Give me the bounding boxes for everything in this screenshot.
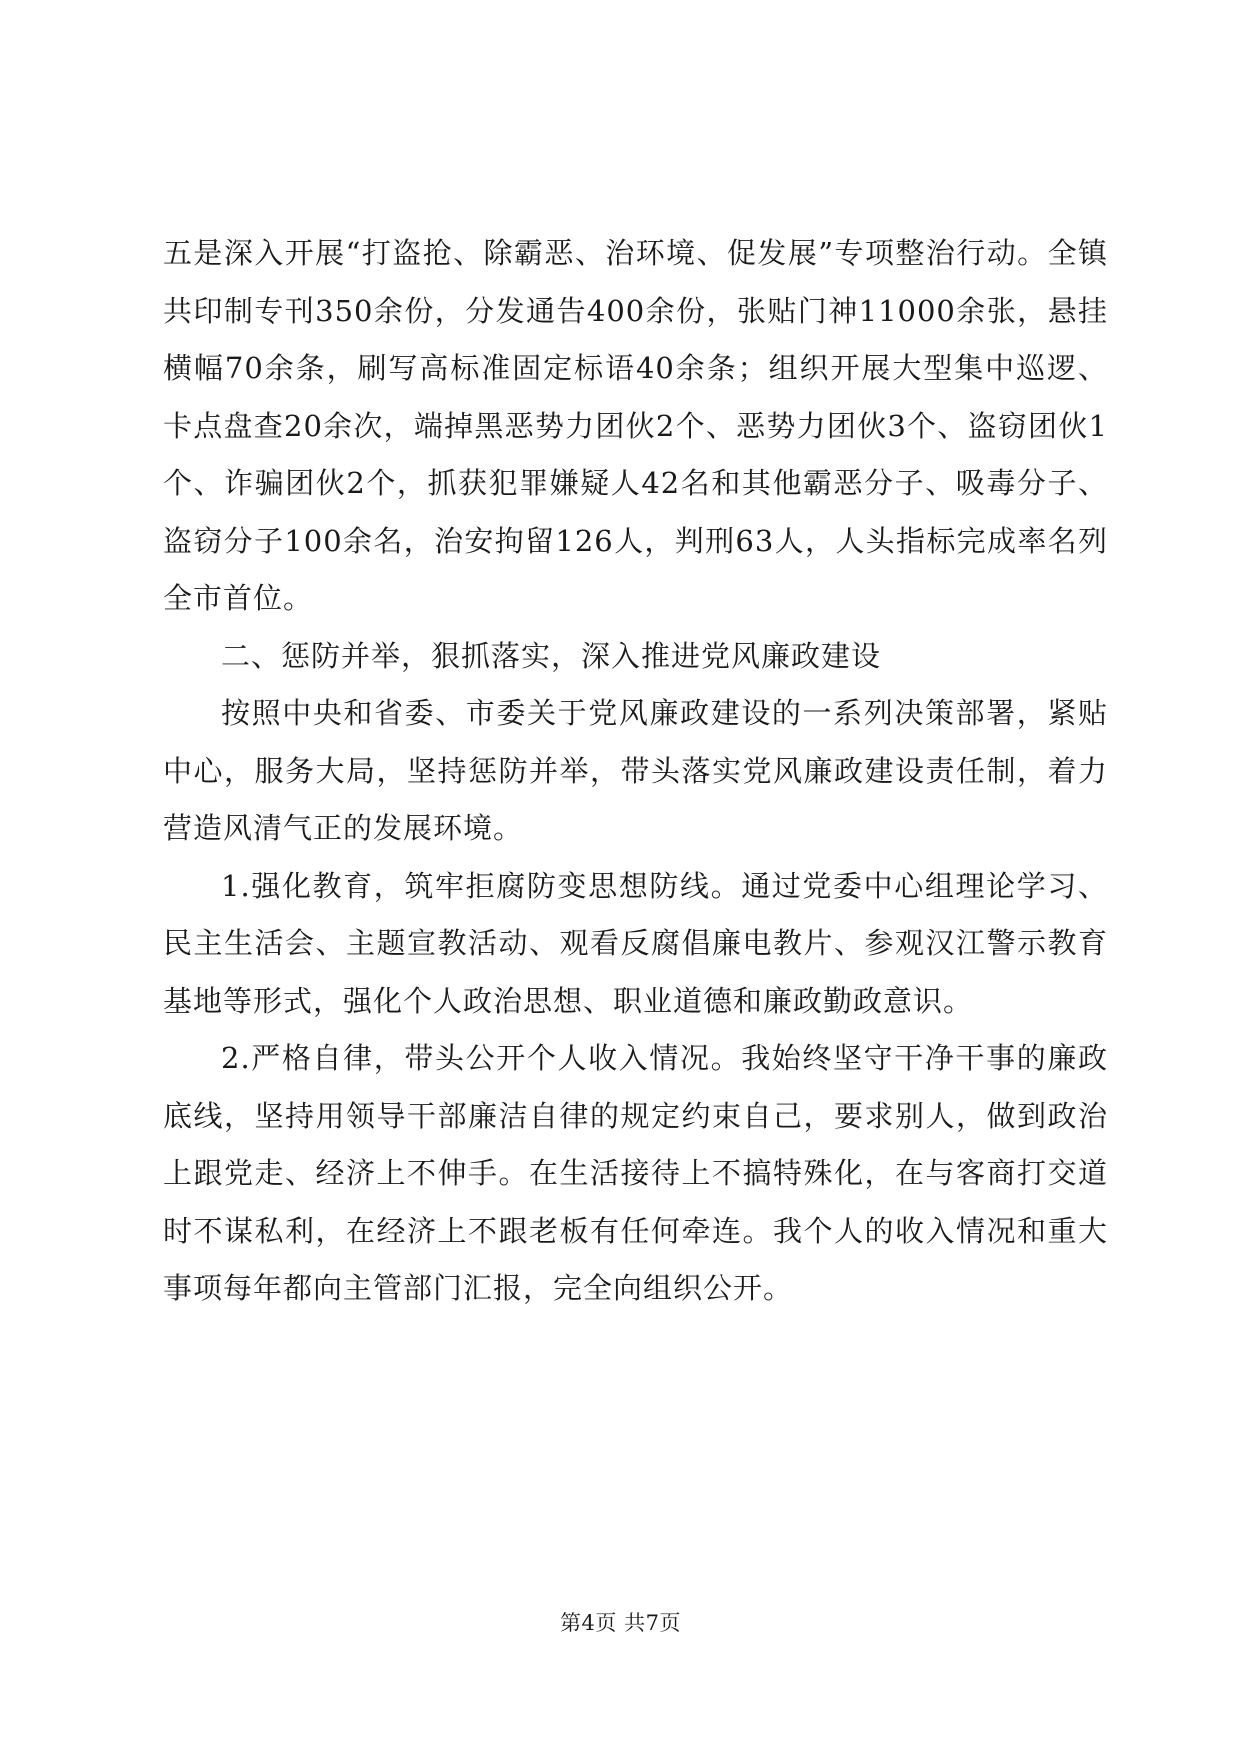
paragraph-self-discipline: 2.严格自律，带头公开个人收入情况。我始终坚守干净干事的廉政底线，坚持用领导干部廉洁自律的规定约束自己，要求别人，做到政治上跟党走、经济上不伸手。在生活接待上不搞特殊化，在与客商打交道时不谋私利，在经济上不跟老板有任何牵连。我个人的收入情况和重大事项每年都向主管部门汇报，完全向组织公开。	[163, 1041, 1108, 1305]
document-body	[163, 225, 1108, 1318]
paragraph-special-campaign: 五是深入开展“打盗抢、除霸恶、治环境、促发展”专项整治行动。全镇共印制专刊350余份，分发通告400余份，张贴门神11000余张，悬挂横幅70余条，刷写高标准固定标语40余条；组织开展大型集中巡逻、卡点盘查20余次，端掉黑恶势力团伙2个、恶势力团伙3个、盗窃团伙1个、诈骗团伙2个，抓获犯罪嫌疑人42名和其他霸恶分子、吸毒分子、盗窃分子100余名，治安拘留126人，判刑63人，人头指标完成率名列全市首位。	[163, 236, 1108, 615]
paragraph-strengthen-education: 1.强化教育，筑牢拒腐防变思想防线。通过党委中心组理论学习、民主生活会、主题宣教活动、观看反腐倡廉电教片、参观汉江警示教育基地等形式，强化个人政治思想、职业道德和廉政勤政意识。	[163, 868, 1108, 1018]
section-heading-anti-corruption: 二、惩防并举，狠抓落实，深入推进党风廉政建设	[221, 638, 882, 673]
paragraph-policy-deployment: 按照中央和省委、市委关于党风廉政建设的一系列决策部署，紧贴中心，服务大局，坚持惩防并举，带头落实党风廉政建设责任制，着力营造风清气正的发展环境。	[163, 696, 1108, 845]
page-number-footer: 第4页 共7页	[560, 1611, 681, 1635]
